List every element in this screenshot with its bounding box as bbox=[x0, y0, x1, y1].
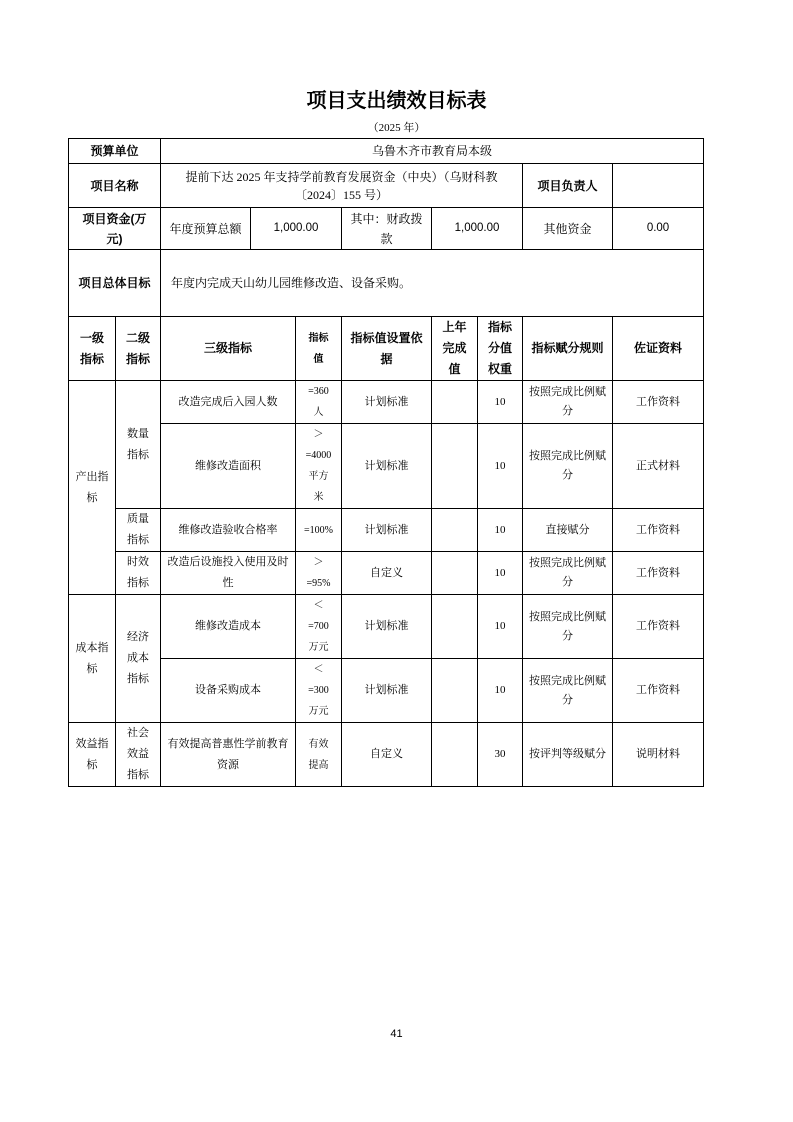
level2-economic-cost: 经济成本指标 bbox=[116, 595, 161, 723]
level1-cost: 成本指标 bbox=[69, 595, 116, 723]
indicator-weight: 10 bbox=[478, 509, 523, 552]
table-row bbox=[69, 659, 704, 723]
level2-quantity: 数量指标 bbox=[116, 381, 161, 509]
performance-target-sheet bbox=[68, 138, 703, 787]
indicator-rule: 直接赋分 bbox=[523, 509, 613, 552]
indicator-weight: 10 bbox=[478, 552, 523, 595]
indicator-header-row bbox=[69, 317, 704, 381]
other-funds-label: 其他资金 bbox=[523, 208, 613, 250]
project-info-table bbox=[68, 138, 704, 317]
indicator-name: 维修改造成本 bbox=[161, 595, 296, 659]
page-number: 41 bbox=[390, 1028, 403, 1040]
indicator-rule: 按照完成比例赋分 bbox=[523, 659, 613, 723]
indicator-rule: 按照完成比例赋分 bbox=[523, 424, 613, 509]
indicator-table bbox=[68, 316, 704, 787]
header-value-basis: 指标值设置依据 bbox=[342, 317, 432, 381]
table-row bbox=[69, 552, 704, 595]
project-name-value: 提前下达 2025 年支持学前教育发展资金（中央）（乌财科教〔2024〕155 号） bbox=[161, 164, 523, 208]
indicator-last-year bbox=[432, 723, 478, 787]
indicator-name: 改造后设施投入使用及时性 bbox=[161, 552, 296, 595]
indicator-name: 维修改造面积 bbox=[161, 424, 296, 509]
indicator-weight: 10 bbox=[478, 381, 523, 424]
indicator-last-year bbox=[432, 509, 478, 552]
header-evidence: 佐证资料 bbox=[613, 317, 704, 381]
level1-output: 产出指标 bbox=[69, 381, 116, 595]
project-owner-value bbox=[613, 164, 704, 208]
indicator-weight: 10 bbox=[478, 424, 523, 509]
indicator-weight: 30 bbox=[478, 723, 523, 787]
indicator-name: 设备采购成本 bbox=[161, 659, 296, 723]
page-title: 项目支出绩效目标表 bbox=[306, 88, 487, 112]
level2-social-benefit: 社会效益指标 bbox=[116, 723, 161, 787]
project-name-row bbox=[69, 164, 704, 208]
indicator-rule: 按照完成比例赋分 bbox=[523, 381, 613, 424]
indicator-value: ＞=4000平方米 bbox=[296, 424, 342, 509]
header-level1: 一级指标 bbox=[69, 317, 116, 381]
indicator-basis: 计划标准 bbox=[342, 659, 432, 723]
indicator-value: ＜=300万元 bbox=[296, 659, 342, 723]
table-row bbox=[69, 723, 704, 787]
header-level3: 三级指标 bbox=[161, 317, 296, 381]
indicator-value: ＜=700万元 bbox=[296, 595, 342, 659]
indicator-evidence: 说明材料 bbox=[613, 723, 704, 787]
indicator-last-year bbox=[432, 381, 478, 424]
table-row bbox=[69, 381, 704, 424]
budget-unit-value: 乌鲁木齐市教育局本级 bbox=[161, 139, 704, 164]
level2-timeliness: 时效指标 bbox=[116, 552, 161, 595]
header-indicator-value: 指标值 bbox=[296, 317, 342, 381]
fiscal-allocation-label: 其中：财政拨款 bbox=[342, 208, 432, 250]
budget-unit-row bbox=[69, 139, 704, 164]
project-name-label: 项目名称 bbox=[69, 164, 161, 208]
other-funds-value: 0.00 bbox=[613, 208, 704, 250]
indicator-last-year bbox=[432, 595, 478, 659]
indicator-value: =360人 bbox=[296, 381, 342, 424]
indicator-basis: 计划标准 bbox=[342, 424, 432, 509]
indicator-value: ＞=95% bbox=[296, 552, 342, 595]
indicator-evidence: 工作资料 bbox=[613, 595, 704, 659]
indicator-weight: 10 bbox=[478, 595, 523, 659]
indicator-basis: 自定义 bbox=[342, 552, 432, 595]
header-level2: 二级指标 bbox=[116, 317, 161, 381]
indicator-name: 有效提高普惠性学前教育资源 bbox=[161, 723, 296, 787]
annual-budget-value: 1,000.00 bbox=[251, 208, 342, 250]
table-row bbox=[69, 424, 704, 509]
indicator-rule: 按照完成比例赋分 bbox=[523, 595, 613, 659]
indicator-name: 维修改造验收合格率 bbox=[161, 509, 296, 552]
indicator-evidence: 工作资料 bbox=[613, 509, 704, 552]
indicator-evidence: 工作资料 bbox=[613, 381, 704, 424]
overall-goal-row bbox=[69, 250, 704, 317]
indicator-rule: 按评判等级赋分 bbox=[523, 723, 613, 787]
project-owner-label: 项目负责人 bbox=[523, 164, 613, 208]
indicator-basis: 计划标准 bbox=[342, 381, 432, 424]
indicator-rule: 按照完成比例赋分 bbox=[523, 552, 613, 595]
indicator-last-year bbox=[432, 424, 478, 509]
indicator-basis: 计划标准 bbox=[342, 595, 432, 659]
overall-goal-label: 项目总体目标 bbox=[69, 250, 161, 317]
indicator-basis: 自定义 bbox=[342, 723, 432, 787]
indicator-basis: 计划标准 bbox=[342, 509, 432, 552]
indicator-evidence: 工作资料 bbox=[613, 659, 704, 723]
indicator-value: 有效提高 bbox=[296, 723, 342, 787]
header-scoring-rule: 指标赋分规则 bbox=[523, 317, 613, 381]
level2-quality: 质量指标 bbox=[116, 509, 161, 552]
indicator-weight: 10 bbox=[478, 659, 523, 723]
indicator-evidence: 正式材料 bbox=[613, 424, 704, 509]
table-row bbox=[69, 509, 704, 552]
indicator-last-year bbox=[432, 552, 478, 595]
fiscal-allocation-value: 1,000.00 bbox=[432, 208, 523, 250]
indicator-evidence: 工作资料 bbox=[613, 552, 704, 595]
project-funds-row bbox=[69, 208, 704, 250]
indicator-name: 改造完成后入园人数 bbox=[161, 381, 296, 424]
level1-benefit: 效益指标 bbox=[69, 723, 116, 787]
header-last-year: 上年完成值 bbox=[432, 317, 478, 381]
project-funds-label: 项目资金(万元) bbox=[69, 208, 161, 250]
table-row bbox=[69, 595, 704, 659]
header-weight: 指标分值权重 bbox=[478, 317, 523, 381]
overall-goal-value: 年度内完成天山幼儿园维修改造、设备采购。 bbox=[161, 250, 704, 317]
fiscal-year: （2025 年） bbox=[367, 122, 426, 134]
indicator-last-year bbox=[432, 659, 478, 723]
annual-budget-label: 年度预算总额 bbox=[161, 208, 251, 250]
budget-unit-label: 预算单位 bbox=[69, 139, 161, 164]
indicator-value: =100% bbox=[296, 509, 342, 552]
